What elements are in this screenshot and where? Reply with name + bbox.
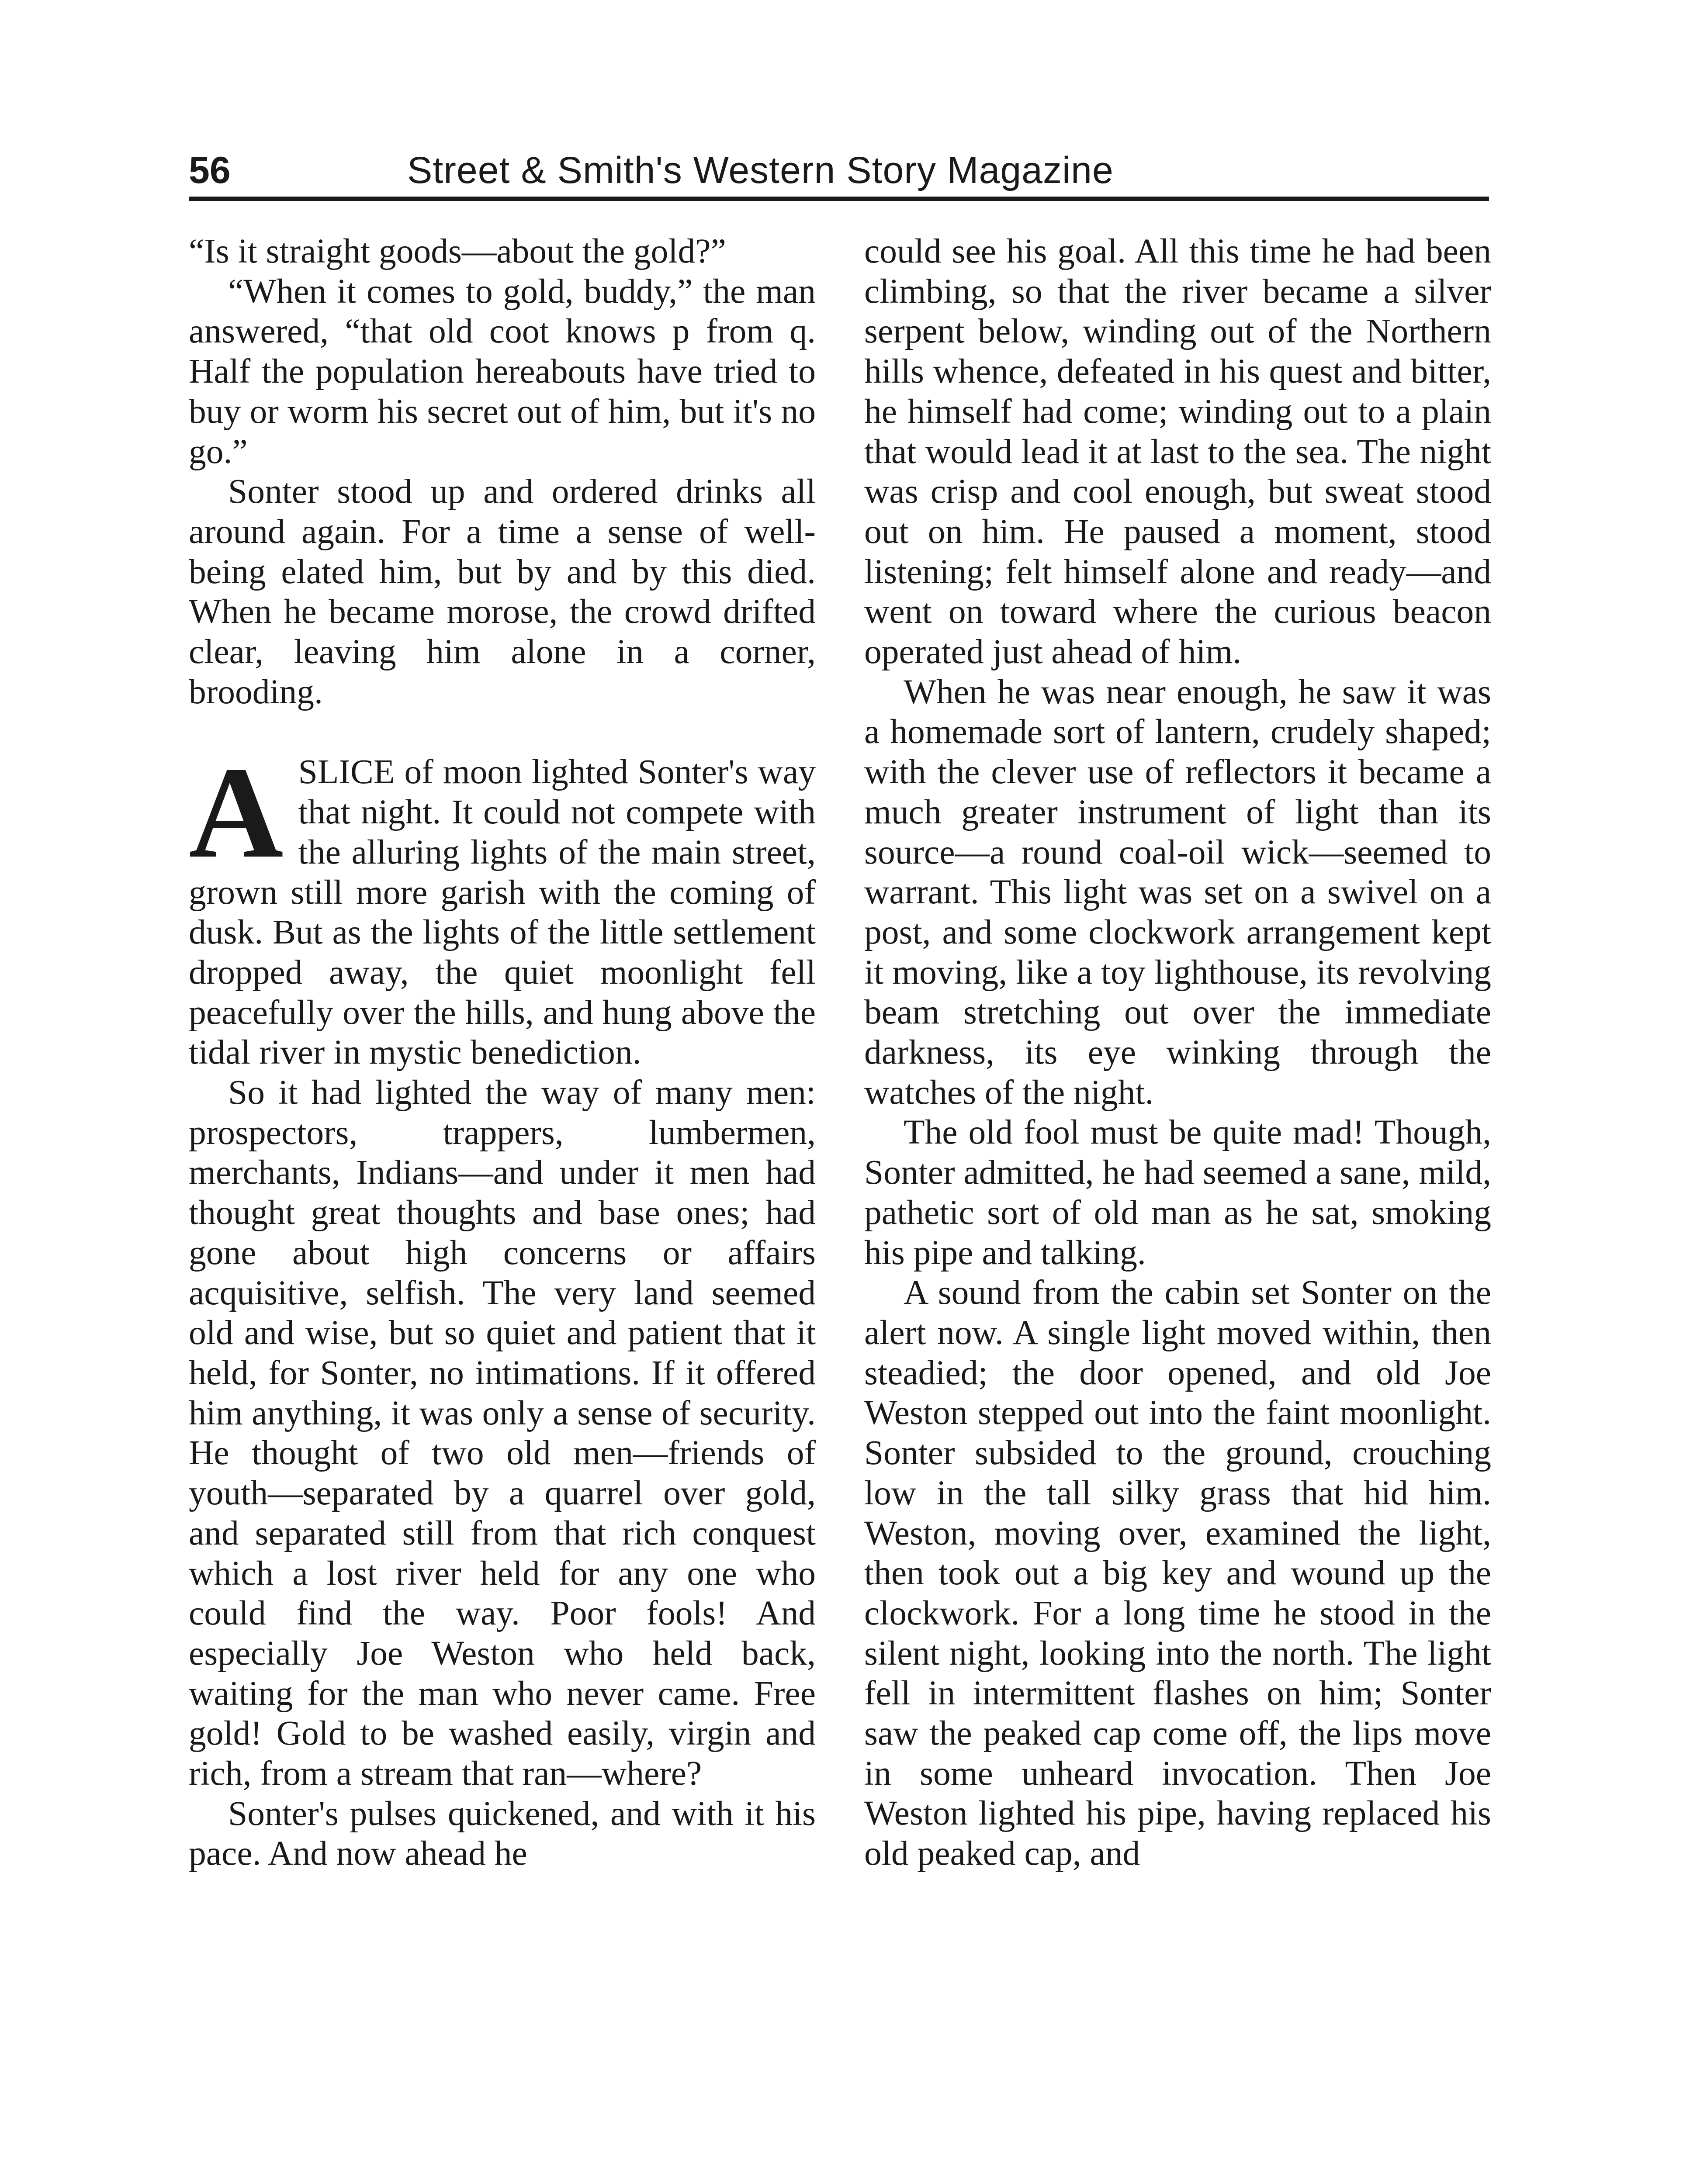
paragraph: So it had lighted the way of many men: prospectors, trappers, lumbermen, merchants, Indians—and under it men had thought great thoughts and base ones; had gone about high concerns or affairs acquisitive, selfish. The very land seemed old and wise, but so quiet and patient that it held, for Sonter, no intimations. If it offered him anything, it was only a sense of security. He thought of two old men—friends of youth—separated by a quarrel over gold, and separated still from that rich conquest which a lost river held for any one who could find the way. Poor fools! And especially Joe Weston who held back, waiting for the man who never came. Free gold! Gold to be washed easily, virgin and rich, from a stream that ran—where? [189,1073,816,1793]
magazine-title: Street & Smith's Western Story Magazine [407,149,1114,191]
page-header [189,144,1489,201]
paragraph: When he was near enough, he saw it was a homemade sort of lantern, crudely shaped; with the clever use of reflectors it became a much greater instrument of light than its source—a round coal-oil wick—seemed to warrant. This light was set on a swivel on a post, and some clockwork arrangement kept it moving, like a toy lighthouse, its revolving beam stretching out over the immediate darkness, its eye winking through the watches of the night. [864,672,1491,1112]
paragraph: “When it comes to gold, buddy,” the man answered, “that old coot knows p from q. Half the population hereabouts have tried to buy or worm his secret out of him, but it's no go.” [189,272,816,471]
paragraph: Sonter's pulses quickened, and with it his pace. And now ahead he [189,1794,816,1873]
paragraph: The old fool must be quite mad! Though, Sonter admitted, he had seemed a sane, mild, pathetic sort of old man as he sat, smoking his pipe and talking. [864,1113,1491,1272]
left-column [189,232,816,1874]
paragraph: Sonter stood up and ordered drinks all around again. For a time a sense of well-being elated him, but by and by this died. When he became morose, the crowd drifted clear, leaving him alone in a corner, brooding. [189,472,816,711]
page-number: 56 [189,149,231,191]
drop-cap: A [189,740,284,885]
paragraph: “Is it straight goods—about the gold?” [189,232,726,270]
paragraph: A sound from the cabin set Sonter on the alert now. A single light moved within, then steadied; the door opened, and old Joe Weston stepped out into the faint moonlight. Sonter subsided to the ground, crouching low in the tall silky grass that hid him. Weston, moving over, examined the light, then took out a big key and wound up the clockwork. For a long time he stood in the silent night, looking into the north. The light fell in intermittent flashes on him; Sonter saw the peaked cap come off, the lips move in some unheard invocation. Then Joe Weston lighted his pipe, having replaced his old peaked cap, and [864,1273,1491,1873]
paragraph-text: SLICE of moon lighted Sonter's way that night. It could not compete with the alluring lights of the main street, grown still more garish with the coming of dusk. But as the lights of the little settlement dropped away, the quiet moonlight fell peacefully over the hills, and hung above the tidal river in mystic benediction. [189,753,816,1072]
right-column [864,232,1491,1874]
drop-cap-paragraph [189,740,816,1073]
paragraph: could see his goal. All this time he had been climbing, so that the river became a silver serpent below, winding out of the Northern hills whence, defeated in his quest and bitter, he himself had come; winding out to a plain that would lead it at last to the sea. The night was crisp and cool enough, but sweat stood out on him. He paused a moment, stood listening; felt himself alone and ready—and went on toward where the curious beacon operated just ahead of him. [864,232,1491,671]
